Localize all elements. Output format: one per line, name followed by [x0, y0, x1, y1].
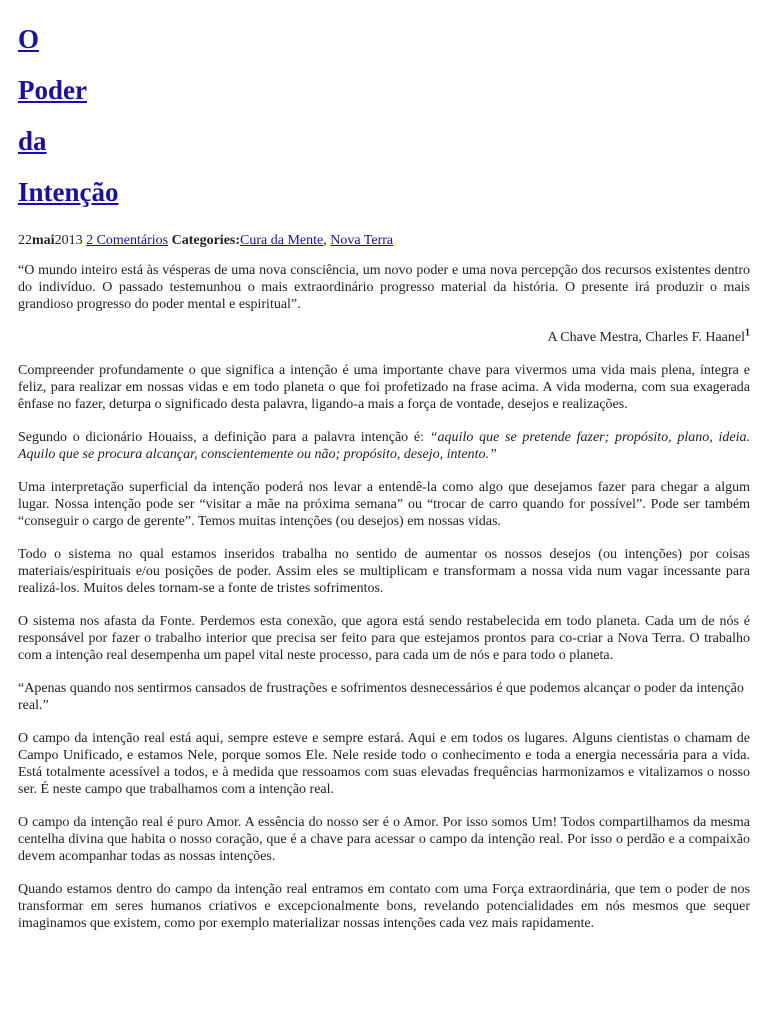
post-day: 22: [18, 233, 32, 248]
definition-lead: Segundo o dicionário Houaiss, a definição para a palavra intenção é:: [18, 430, 430, 445]
comments-link[interactable]: 2 Comentários: [86, 233, 169, 248]
categories-label: Categories:: [171, 233, 241, 248]
title-word-3[interactable]: da: [18, 126, 47, 156]
title-word-1[interactable]: O: [18, 24, 40, 54]
paragraph-5: O sistema nos afasta da Fonte. Perdemos esta conexão, que agora está sendo restabelecida em todo planeta. Cada um de nós é responsável por fazer o trabalho interior que precisa ser feito para que estejamos prontos para co-criar a Nova Terra. O trabalho com a intenção real desempenha um papel vital neste processo, para cada um de nós e para todo o planeta.: [18, 614, 750, 663]
paragraph-7: O campo da intenção real é puro Amor. A essência do nosso ser é o Amor. Por isso somos Um! Todos compartilhamos da mesma centelha divina que habita o nosso coração, que é a chave para acessar o campo da intenção real. Por isso o perdão e a compaixão devem acompanhar todas as nossas intenções.: [18, 815, 750, 864]
category-link-nova-terra[interactable]: Nova Terra: [330, 233, 394, 248]
post-meta: [18, 232, 750, 250]
opening-quote: “O mundo inteiro está às vésperas de uma nova consciência, um novo poder e uma nova percepção dos recursos existentes dentro do indivíduo. O passado testemunhou o mais extraordinário progresso material da história. O presente irá produzir o mais grandioso progresso do poder mental e espiritual”.: [18, 263, 750, 312]
title-word-4[interactable]: Intenção: [18, 177, 119, 207]
paragraph-3: Uma interpretação superficial da intenção poderá nos levar a entendê-la como algo que desejamos fazer para chegar a algum lugar. Nossa intenção pode ser “visitar a mãe na próxima semana” ou “trocar de carro quando for possível”. Pode ser também “conseguir o cargo de gerente”. Temos muitas intenções (ou desejos) em nossas vidas.: [18, 480, 750, 529]
paragraph-6: O campo da intenção real está aqui, sempre esteve e sempre estará. Aqui e em todos os lugares. Alguns cientistas o chamam de Campo Unificado, e estamos Nele, porque somos Ele. Nele reside todo o conhecimento e toda a energia necessária para a vida. Está totalmente acessível a todos, e à medida que ressoamos com suas elevadas frequências harmonizamos e vitalizamos o nosso ser. É neste campo que trabalhamos com a intenção real.: [18, 731, 750, 797]
page-title[interactable]: [18, 0, 750, 218]
category-link-cura-da-mente[interactable]: Cura da Mente: [240, 233, 324, 248]
attribution-text: A Chave Mestra, Charles F. Haanel: [547, 330, 745, 345]
paragraph-2: [18, 429, 750, 463]
title-word-2[interactable]: Poder: [18, 75, 87, 105]
quote-attribution: [18, 329, 750, 346]
category-separator: ,: [323, 233, 327, 248]
paragraph-1: Compreender profundamente o que significa a intenção é uma importante chave para vivermos uma vida mais plena, íntegra e feliz, para realizar em nossas vidas e em todo planeta o que foi profetizado na frase acima. A vida moderna, com sua exagerada ênfase no fazer, deturpa o significado desta palavra, ligando-a mais a força de vontade, desejos e realizações.: [18, 363, 750, 412]
footnote-marker[interactable]: 1: [745, 327, 750, 339]
paragraph-4: Todo o sistema no qual estamos inseridos trabalha no sentido de aumentar os nossos desejos (ou intenções) por coisas materiais/espirituais e/ou posições de poder. Assim eles se multiplicam e transformam a nossa vida num vagar incessante para realizá-los. Muitos deles tornam-se a fonte de tristes sofrimentos.: [18, 547, 750, 596]
paragraph-8: Quando estamos dentro do campo da intenção real entramos em contato com uma Força extraordinária, que tem o poder de nos transformar em seres humanos criativos e excepcionalmente bons, revelando potencialidades em nós mesmos que sequer imaginamos que existem, como por exemplo materializar nossas intenções cada vez mais rapidamente.: [18, 882, 750, 931]
definition-text: “aquilo que se pretende fazer; propósito, plano, ideia. Aquilo que se procura alcançar, conscientemente ou não; propósito, desejo, intento.”: [18, 430, 751, 462]
post-month: mai: [32, 233, 55, 248]
post-year: 2013: [54, 233, 83, 248]
inline-quote: “Apenas quando nos sentirmos cansados de frustrações e sofrimentos desnecessários é que podemos alcançar o poder da intenção real.”: [18, 681, 744, 713]
